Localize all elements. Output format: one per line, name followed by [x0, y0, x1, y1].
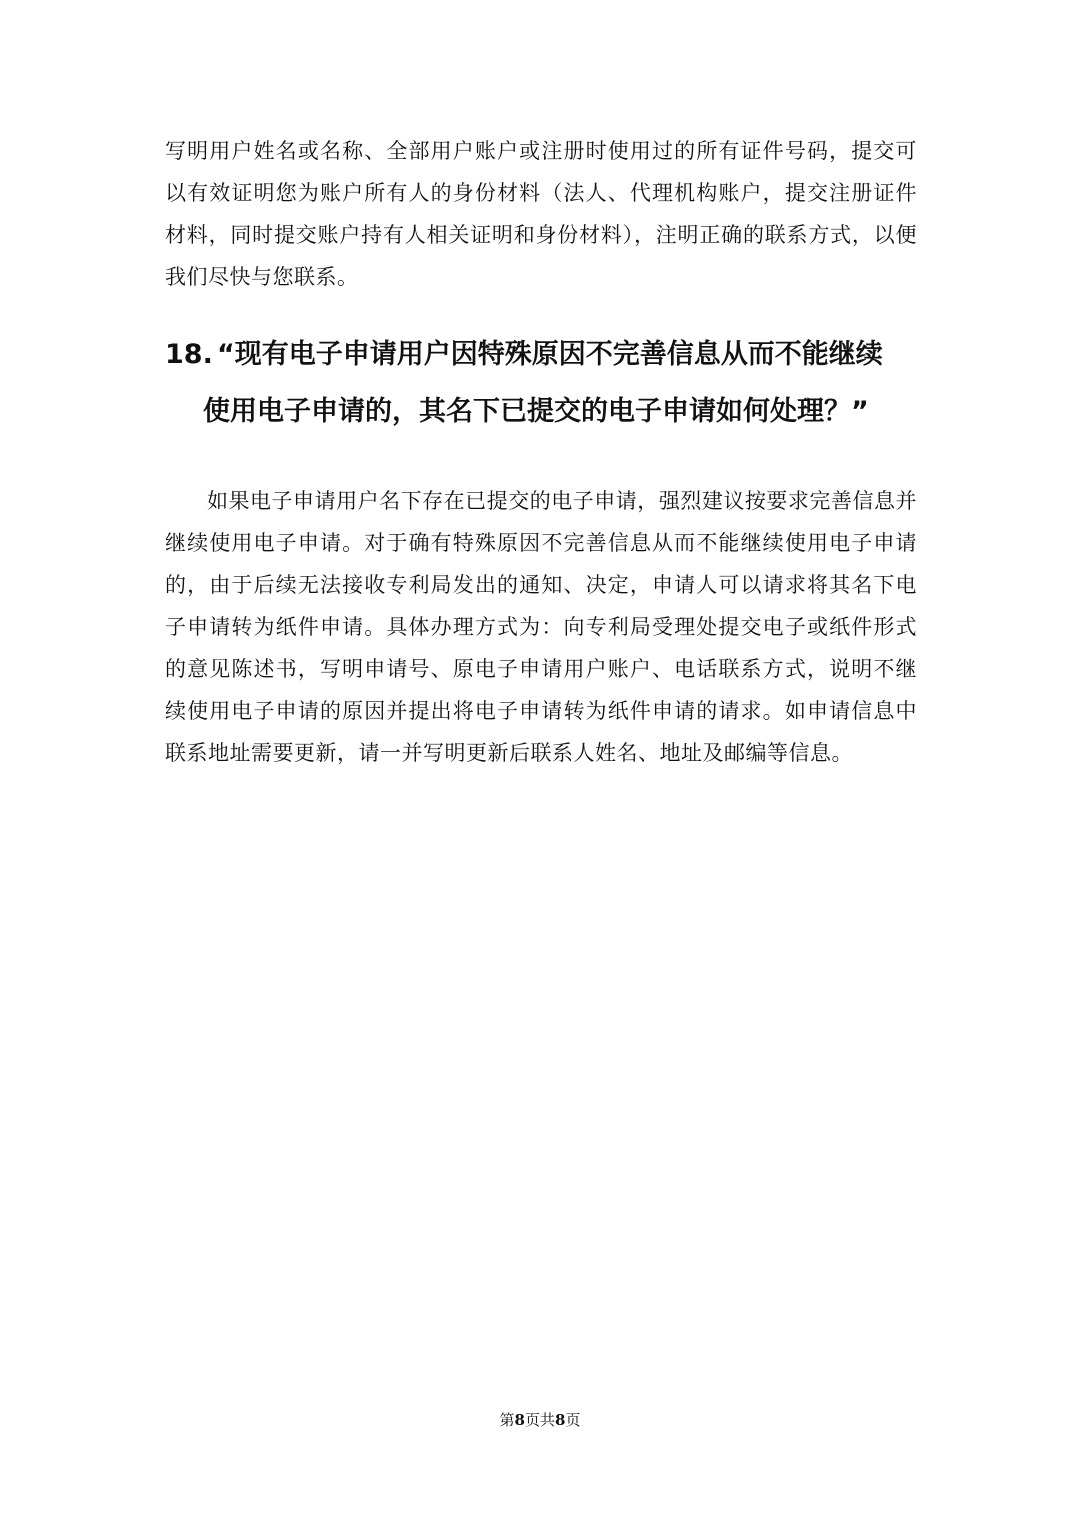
- total-page-count: 8: [555, 1411, 566, 1429]
- footer-prefix: 第: [499, 1411, 515, 1429]
- section-heading-line-2: 使用电子申请的，其名下已提交的电子申请如何处理？”: [203, 396, 869, 427]
- section-heading: [165, 326, 925, 440]
- page-footer: [0, 1408, 1080, 1432]
- answer-paragraph: 如果电子申请用户名下存在已提交的电子申请，强烈建议按要求完善信息并继续使用电子申请。对于确有特殊原因不完善信息从而不能继续使用电子申请的，由于后续无法接收专利局发出的通知、决定，申请人可以请求将其名下电子申请转为纸件申请。具体办理方式为：向专利局受理处提交电子或纸件形式的意见陈述书，写明申请号、原电子申请用户账户、电话联系方式，说明不继续使用电子申请的原因并提出将电子申请转为纸件申请的请求。如申请信息中联系地址需要更新，请一并写明更新后联系人姓名、地址及邮编等信息。: [165, 489, 917, 765]
- current-page-number: 8: [514, 1411, 525, 1429]
- section-number: 18.: [165, 339, 213, 370]
- footer-middle: 页共: [524, 1411, 555, 1429]
- footer-suffix: 页: [565, 1411, 581, 1429]
- paragraph-continued: 写明用户姓名或名称、全部用户账户或注册时使用过的所有证件号码，提交可以有效证明您为账户所有人的身份材料（法人、代理机构账户，提交注册证件材料，同时提交账户持有人相关证明和身份材料），注明正确的联系方式，以便我们尽快与您联系。: [165, 139, 917, 289]
- section-heading-line-1: “现有电子申请用户因特殊原因不完善信息从而不能继续: [217, 339, 883, 370]
